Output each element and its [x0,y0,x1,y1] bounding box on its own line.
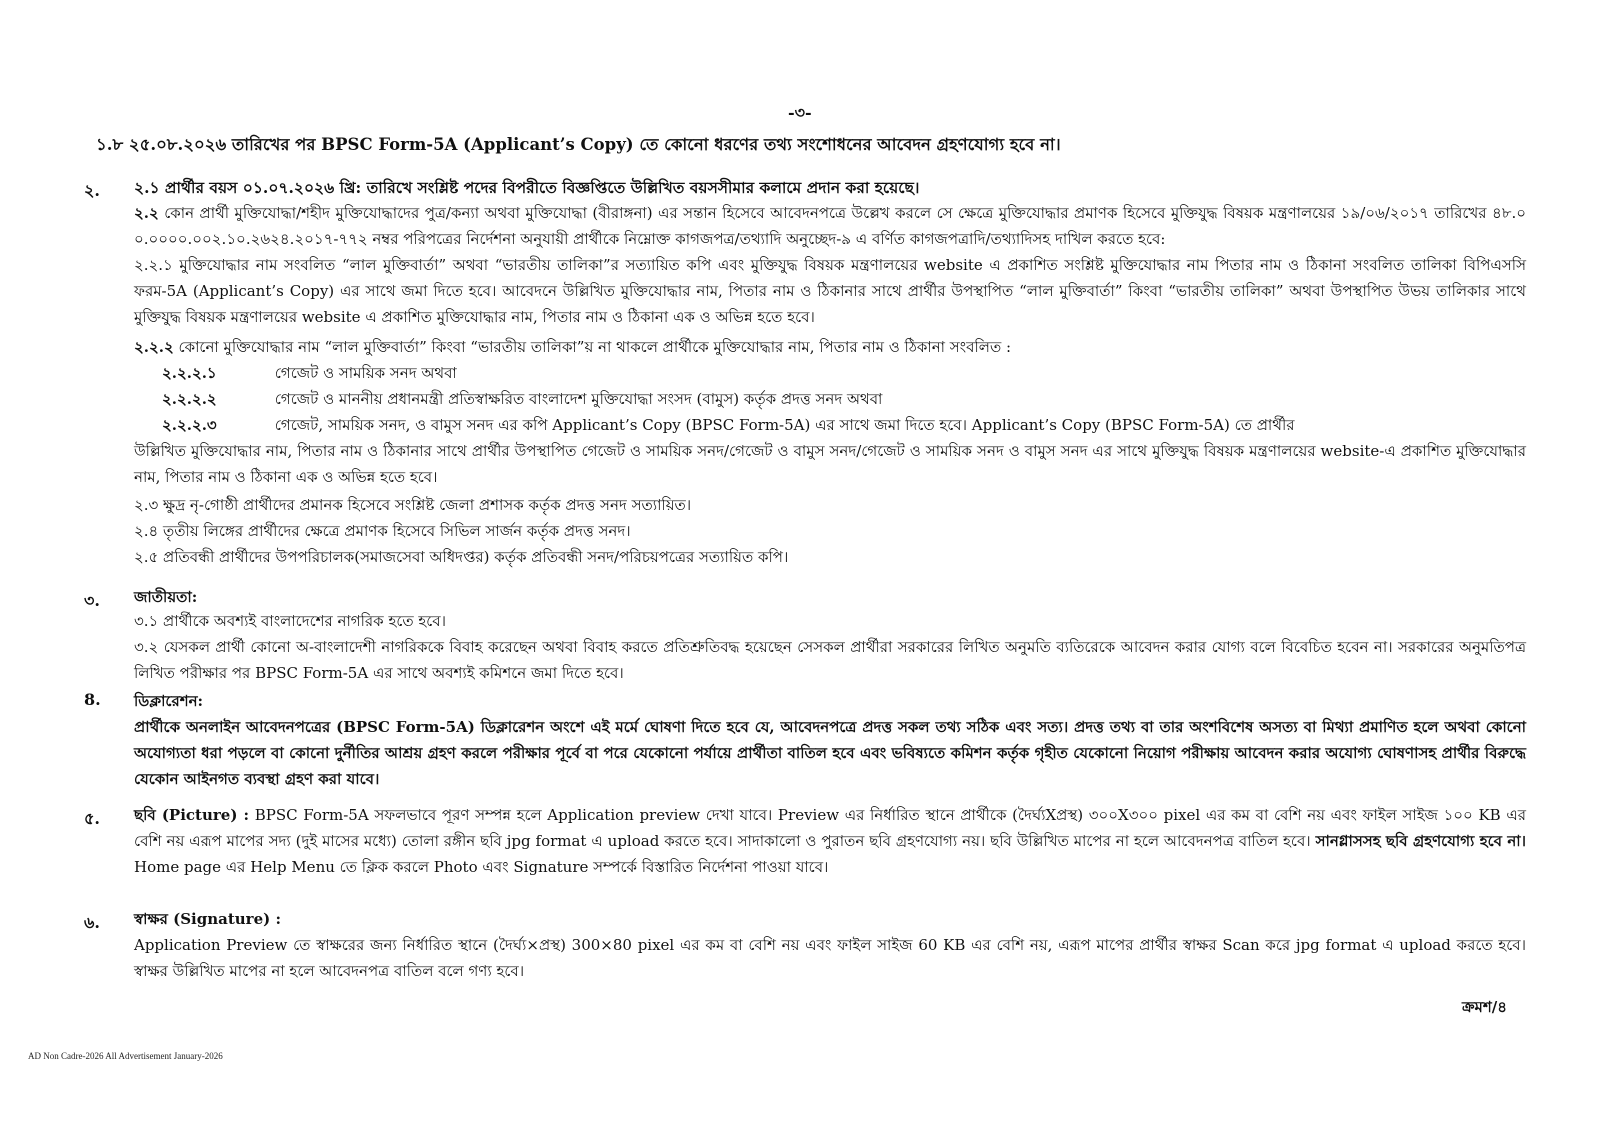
sub-item-1 [162,360,457,386]
sub-item-2 [162,386,882,412]
section-6-title: স্বাক্ষর (Signature) : [134,910,281,928]
sub-item-3-continuation: উল্লিখিত মুক্তিযোদ্ধার নাম, পিতার নাম ও ঠিকানার সাথে প্রার্থীর উপস্থাপিত গেজেট ও সাময়িক সনদ/গেজেট ও বামুস সনদ/গেজেট ও সাময়িক সনদ ও বামুস সনদ এর সাথে মুক্তিযুদ্ধ বিষয়ক মন্ত্রণালয়ের website-এ প্রকাশিত মুক্তিযোদ্ধার নাম, পিতার নাম ও ঠিকানা এক ও অভিন্ন হতে হবে। [134,442,1526,486]
item-2-2-2-number: ২.২.২ [134,338,174,356]
section-3-number: ৩. [84,591,100,610]
item-2-5: ২.৫ প্রতিবন্ধী প্রার্থীদের উপপরিচালক(সমাজসেবা অধিদপ্তর) কর্তৃক প্রতিবন্ধী সনদ/পরিচয়পত্রের সত্যায়িত কপি। [134,548,789,566]
sub-item-3-text: গেজেট, সাময়িক সনদ, ও বামুস সনদ এর কপি Applicant’s Copy (BPSC Form-5A) এর সাথে জমা দিতে হবে। Applicant’s Copy (BPSC Form-5A) তে প্রার্থীর [274,416,1295,434]
section-4-text: প্রার্থীকে অনলাইন আবেদনপত্রের (BPSC Form-5A) ডিক্লারেশন অংশে এই মর্মে ঘোষণা দিতে হবে যে, আবেদনপত্রে প্রদত্ত সকল তথ্য সঠিক এবং সত্য। প্রদত্ত তথ্য বা তার অংশবিশেষ অসত্য বা মিথ্যা প্রমাণিত হলে অথবা কোনো অযোগ্যতা ধরা পড়লে বা কোনো দুর্নীতির আশ্রয় গ্রহণ করলে পরীক্ষার পূর্বে বা পরে যেকোনো পর্যায়ে প্রার্থীতা বাতিল হবে এবং ভবিষ্যতে কমিশন কর্তৃক গৃহীত যেকোনো নিয়োগ পরীক্ষায় আবেদন করার অযোগ্য ঘোষণাসহ প্রার্থীর বিরুদ্ধে যেকোন আইনগত ব্যবস্থা গ্রহণ করা যাবে। [134,718,1526,788]
continued-marker: ক্রমশ/৪ [1462,998,1507,1016]
section-5-text-b: Home page এর Help Menu তে ক্লিক করলে Photo এবং Signature সম্পর্কে বিস্তারিত নির্দেশনা পাওয়া যাবে। [134,858,829,876]
section-2-number: ২. [84,181,100,200]
item-3-1: ৩.১ প্রার্থীকে অবশ্যই বাংলাদেশের নাগরিক হতে হবে। [134,612,446,630]
item-2-2-1: ২.২.১ মুক্তিযোদ্ধার নাম সংবলিত “লাল মুক্তিবার্তা” অথবা “ভারতীয় তালিকা”র সত্যায়িত কপি এবং মুক্তিযুদ্ধ বিষয়ক মন্ত্রণালয়ের website এ প্রকাশিত সংশ্লিষ্ট মুক্তিযোদ্ধার নাম পিতার নাম ও ঠিকানা সংবলিত তালিকা বিপিএসসি ফরম-5A (Applicant’s Copy) এর সাথে জমা দিতে হবে। আবেদনে উল্লিখিত মুক্তিযোদ্ধার নাম, পিতার নাম ও ঠিকানার সাথে প্রার্থীর উপস্থাপিত “লাল মুক্তিবার্তা” কিংবা “ভারতীয় তালিকা” অথবা উপস্থাপিত উভয় তালিকার সাথে মুক্তিযুদ্ধ বিষয়ক মন্ত্রণালয়ের website এ প্রকাশিত মুক্তিযোদ্ধার নাম, পিতার নাম ও ঠিকানা এক ও অভিন্ন হতে হবে। [134,256,1526,326]
section-5-title: ছবি (Picture) : [134,806,250,824]
item-2-3: ২.৩ ক্ষুদ্র নৃ-গোষ্ঠী প্রার্থীদের প্রমানক হিসেবে সংশ্লিষ্ট জেলা প্রশাসক কর্তৃক প্রদত্ত সনদ সত্যায়িত। [134,496,692,514]
footer-note: AD Non Cadre-2026 All Advertisement January-2026 [28,1051,223,1061]
item-2-2-2-text: কোনো মুক্তিযোদ্ধার নাম “লাল মুক্তিবার্তা” কিংবা “ভারতীয় তালিকা”য় না থাকলে প্রার্থীকে মুক্তিযোদ্ধার নাম, পিতার নাম ও ঠিকানা সংবলিত : [178,338,1012,356]
item-3-2: ৩.২ যেসকল প্রার্থী কোনো অ-বাংলাদেশী নাগরিককে বিবাহ করেছেন অথবা বিবাহ করতে প্রতিশ্রুতিবদ্ধ হয়েছেন সেসকল প্রার্থীরা সরকারের লিখিত অনুমতি ব্যতিরেকে আবেদন করার যোগ্য বলে বিবেচিত হবেন না। সরকারের অনুমতিপত্র লিখিত পরীক্ষার পর BPSC Form-5A এর সাথে অবশ্যই কমিশনে জমা দিতে হবে। [134,638,1526,682]
section-3-title: জাতীয়তা: [134,588,198,606]
item-1-8: ১.৮ ২৫.০৮.২০২৬ তারিখের পর BPSC Form-5A (Applicant’s Copy) তে কোনো ধরণের তথ্য সংশোধনের আবেদন গ্রহণযোগ্য হবে না। [96,135,1061,154]
item-2-4: ২.৪ তৃতীয় লিঙ্গের প্রার্থীদের ক্ষেত্রে প্রমাণক হিসেবে সিভিল সার্জন কর্তৃক প্রদত্ত সনদ। [134,522,631,540]
section-6-number: ৬. [84,913,100,932]
sub-item-3-number: ২.২.২.৩ [162,416,217,434]
sub-item-3 [162,412,1295,438]
section-5-bold-note: সানগ্লাসসহ ছবি গ্রহণযোগ্য হবে না। [1315,832,1526,850]
item-2-2-number: ২.২ [134,204,159,222]
section-4-number: 8. [84,690,101,709]
item-2-1: ২.১ প্রার্থীর বয়স ০১.০৭.২০২৬ খ্রি: তারিখে সংশ্লিষ্ট পদের বিপরীতে বিজ্ঞপ্তিতে উল্লিখিত বয়সসীমার কলামে প্রদান করা হয়েছে। [134,178,920,197]
page-number: -৩- [788,103,812,122]
section-5-number: ৫. [84,809,100,828]
sub-item-2-text: গেজেট ও মাননীয় প্রধানমন্ত্রী প্রতিস্বাক্ষরিত বাংলাদেশ মুক্তিযোদ্ধা সংসদ (বামুস) কর্তৃক প্রদত্ত সনদ অথবা [274,390,883,408]
section-6-text: Application Preview তে স্বাক্ষরের জন্য নির্ধারিত স্থানে (দৈর্ঘ্য×প্রস্থ) 300×80 pixel এর কম বা বেশি নয় এবং ফাইল সাইজ 60 KB এর বেশি নয়, এরূপ মাপের প্রার্থীর স্বাক্ষর Scan করে jpg format এ upload করতে হবে। স্বাক্ষর উল্লিখিত মাপের না হলে আবেদনপত্র বাতিল বলে গণ্য হবে। [134,936,1526,980]
item-2-2-text: কোন প্রার্থী মুক্তিযোদ্ধা/শহীদ মুক্তিযোদ্ধাদের পুত্র/কন্যা অথবা মুক্তিযোদ্ধা (বীরাঙ্গনা) এর সন্তান হিসেবে আবেদনপত্রে উল্লেখ করলে সে ক্ষেত্রে মুক্তিযোদ্ধার প্রমাণক হিসেবে মুক্তিযুদ্ধ বিষয়ক মন্ত্রণালয়ের ১৯/০৬/২০১৭ তারিখের ৪৮.০ ০.০০০০.০০২.১০.২৬২৪.২০১৭-৭৭২ নম্বর পরিপত্রের নির্দেশনা অনুযায়ী প্রার্থীকে নিম্নোক্ত কাগজপত্র/তথ্যাদি অনুচ্ছেদ-৯ এ বর্ণিত কাগজপত্রাদি/তথ্যাদিসহ দাখিল করতে হবে: [134,204,1526,248]
item-2-2 [134,200,1526,252]
section-5-text [134,802,1526,880]
section-4-title: ডিক্লারেশন: [134,692,204,710]
item-2-2-2 [134,334,1011,360]
sub-item-2-number: ২.২.২.২ [162,390,217,408]
sub-item-1-text: গেজেট ও সাময়িক সনদ অথবা [274,364,457,382]
sub-item-1-number: ২.২.২.১ [162,364,217,382]
section-5-text-a: BPSC Form-5A সফলভাবে পূরণ সম্পন্ন হলে Application preview দেখা যাবে। Preview এর নির্ধারিত স্থানে প্রার্থীকে (দৈর্ঘ্যXপ্রস্থ) ৩০০X৩০০ pixel এর কম বা বেশি নয় এবং ফাইল সাইজ ১০০ KB এর বেশি নয় এরূপ মাপের সদ্য (দুই মাসের মধ্যে) তোলা রঙ্গীন ছবি jpg format এ upload করতে হবে। সাদাকালো ও পুরাতন ছবি গ্রহণযোগ্য নয়। ছবি উল্লিখিত মাপের না হলে আবেদনপত্র বাতিল হবে। [134,806,1526,850]
